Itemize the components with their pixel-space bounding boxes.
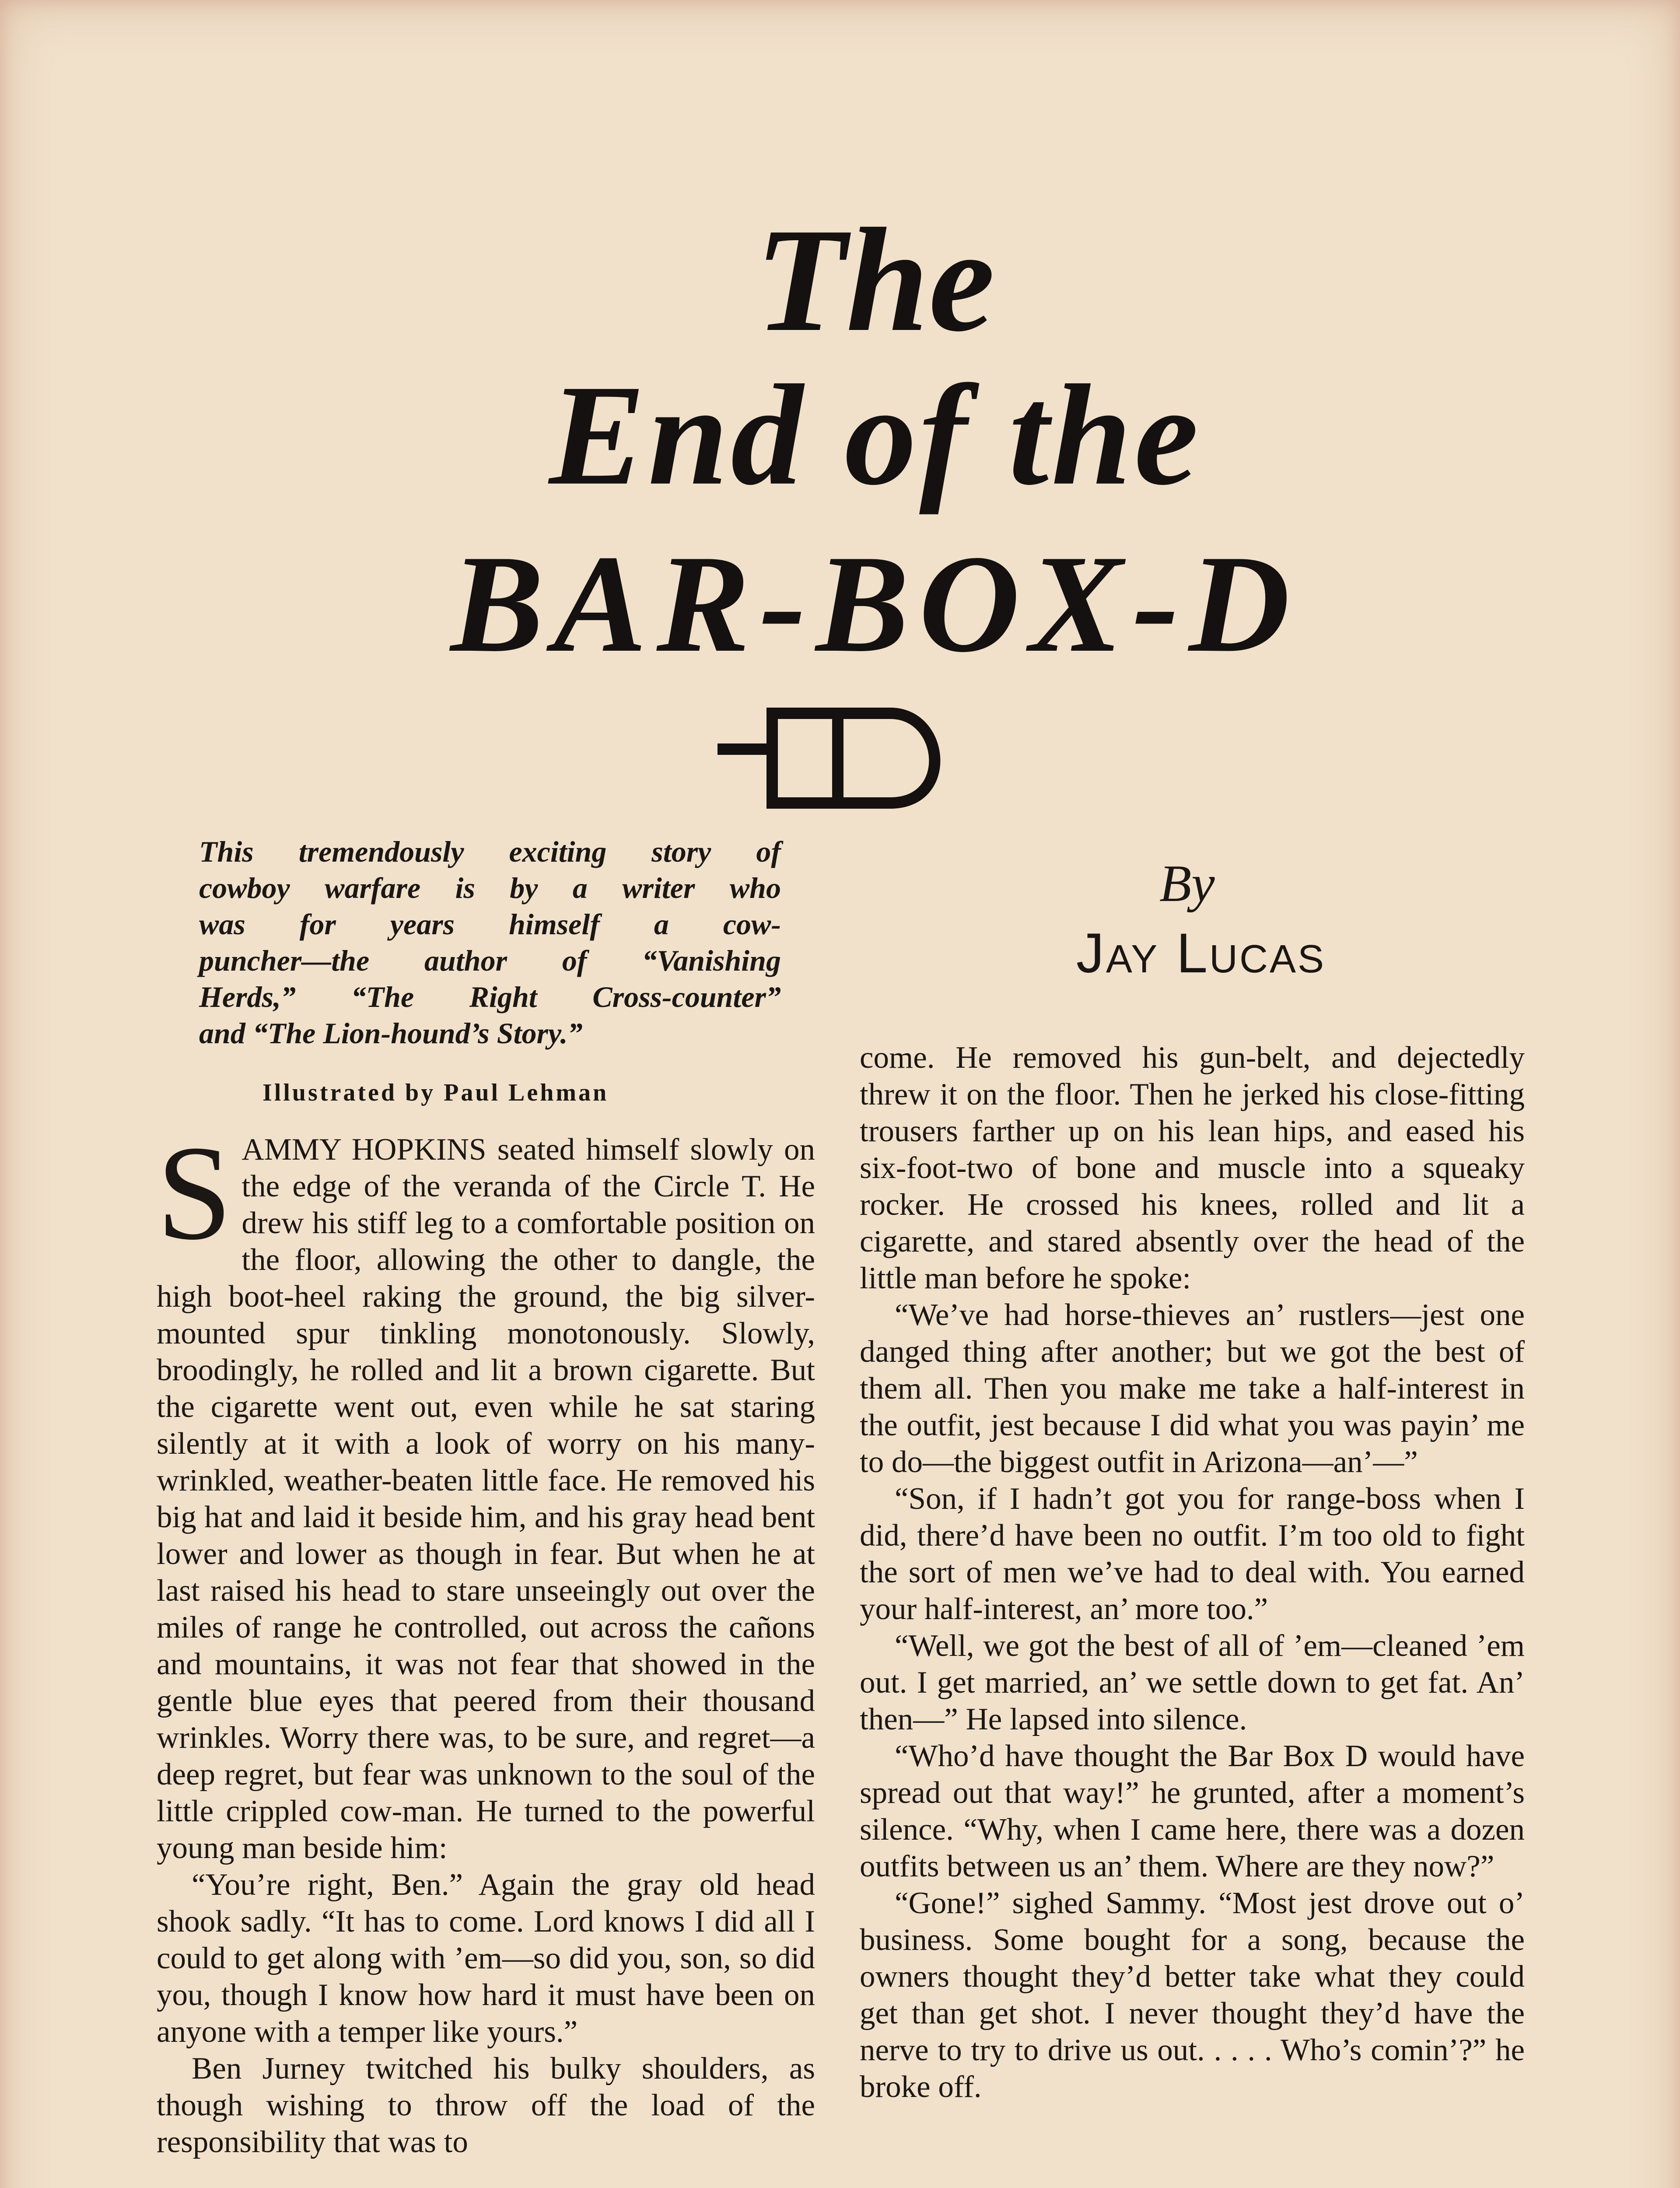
paragraph: “Well, we got the best of all of ’em—cleaned ’em out. I get married, an’ we settle down to get fat. An’ then—” He lapsed into silence. [860, 1629, 1525, 1736]
title-line-3: BAR-BOX-D [450, 526, 1300, 681]
title-line-1: The [755, 197, 995, 362]
title-line-2: End of the [549, 355, 1201, 515]
intro-line: This tremendously exciting story of [199, 835, 781, 868]
continuation-paragraph: come. He removed his gun-belt, and dejectedly threw it on the floor. Then he jerked his close-fitting trousers farther up on his lean hips, and eased his six-foot-two of bone and muscle into a squeaky rocker. He crossed his knees, rolled and lit a cigarette, and stared absently over the head of the little man before he spoke: [860, 1041, 1525, 1295]
paragraph: “Son, if I hadn’t got you for range-boss when I did, there’d have been no outfit. I’m too old to fight the sort of men we’ve had to deal with. You earned your half-interest, an’ more too.” [860, 1482, 1525, 1626]
paragraph: “We’ve had horse-thieves an’ rustlers—jest one danged thing after another; but we got the best of them all. Then you make me take a half-interest in the outfit, jest because I did what you was payin’ me to do—the biggest outfit in Arizona—an’—” [860, 1298, 1525, 1479]
paragraph: Ben Jurney twitched his bulky shoulders, as though wishing to throw off the load of the responsibility that was to [157, 2051, 815, 2159]
byline-author: Jay Lucas [1076, 922, 1326, 985]
paragraph: “You’re right, Ben.” Again the gray old head shook sadly. “It has to come. Lord knows I did all I could to get along with ’em—so did you, son, so did you, though I know how hard it must have been on anyone with a temper like yours.” [157, 1868, 815, 2049]
intro-line: cowboy warfare is by a writer who [199, 871, 781, 905]
first-paragraph [157, 1118, 815, 1866]
first-paragraph-text: AMMY HOPKINS seated himself slowly on the edge of the veranda of the Circle T. He drew his stiff leg to a comfortable position on the floor, allowing the other to dangle, the high boot-heel raking the ground, the big silver-mounted spur tinkling monotonously. Slowly, broodingly, he rolled and lit a brown cigarette. But the cigarette went out, even while he sat staring silently at it with a look of worry on his many-wrinkled, weather-beaten little face. He removed his big hat and laid it beside him, and his gray head bent lower and lower as though in fear. But when he at last raised his head to stare unseeingly out over the miles of range he controlled, out across the cañons and mountains, it was not fear that showed in the gentle blue eyes that peered from their thousand wrinkles. Worry there was, to be sure, and regret—a deep regret, but fear was unknown to the soul of the little crippled cow-man. He turned to the powerful young man beside him: [157, 1133, 815, 1865]
drop-cap: S [157, 1118, 232, 1268]
bar-box-d-brand-icon [718, 700, 971, 814]
byline-by: By [1159, 854, 1215, 912]
intro-blurb [199, 834, 781, 1052]
paragraph: “Who’d have thought the Bar Box D would have spread out that way!” he grunted, after a moment’s silence. “Why, when I came here, there was a dozen outfits between us an’ them. Where are they now?” [860, 1739, 1525, 1883]
left-column [157, 1118, 815, 2160]
intro-line: was for years himself a cow- [199, 908, 781, 941]
right-column [860, 1039, 1525, 2105]
intro-line: and “The Lion-hound’s Story.” [199, 1017, 583, 1050]
illustrator-credit: Illustrated by Paul Lehman [262, 1079, 609, 1106]
intro-line: puncher—the author of “Vanishing [199, 944, 781, 977]
paragraph: “Gone!” sighed Sammy. “Most jest drove out o’ business. Some bought for a song, because the owners thought they’d better take what they could get than get shot. I never thought they’d have the nerve to try to drive us out. . . . . Who’s comin’?” he broke off. [860, 1886, 1525, 2104]
intro-line: Herds,” “The Right Cross-counter” [199, 980, 781, 1013]
